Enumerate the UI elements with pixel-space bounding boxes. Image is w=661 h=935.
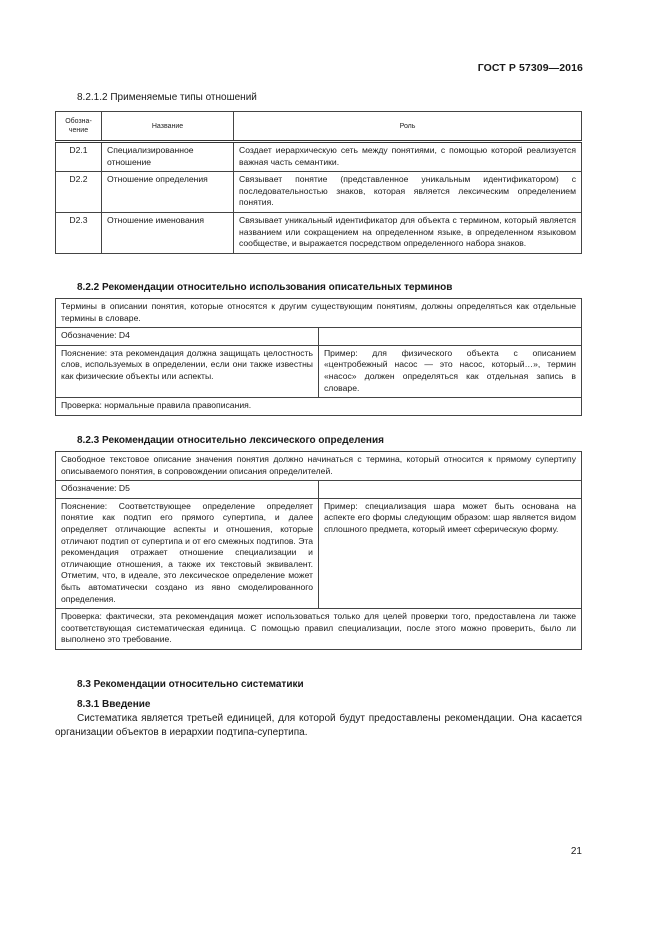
relation-name: Отношение определения: [102, 172, 234, 213]
table-header-row: [56, 112, 582, 142]
section-title-831: 8.3.1 Введение: [77, 699, 151, 710]
relation-role: Связывает понятие (представленное уникальным идентификатором) с последовательностью знаков, которая является лексическим определением понятия.: [234, 172, 582, 213]
section-title-83: 8.3 Рекомендации относительно систематики: [77, 679, 304, 690]
table-row: [56, 172, 582, 213]
relation-code: D2.1: [56, 142, 102, 172]
relation-role: Создает иерархическую сеть между понятиями, с помощью которой реализуется важная часть семантики.: [234, 142, 582, 172]
intro-paragraph: Систематика является третьей единицей, для которой будут предоставлены рекомендации. Она касается организации объектов в иерархии подтипа-супертипа.: [55, 713, 582, 738]
relation-code: D2.2: [56, 172, 102, 213]
recommendation-check: Проверка: фактически, эта рекомендация может использоваться только для целей проверки того, предоставлена ли также соответствующая систематическая единица. С помощью правил специализации, после этого можно проверить, было ли выполнено это требование.: [56, 609, 582, 650]
recommendation-d4-table: [55, 298, 582, 416]
relation-code: D2.3: [56, 212, 102, 253]
relation-name: Отношение именования: [102, 212, 234, 253]
designation-empty-cell: [319, 328, 582, 346]
column-header-role: Роль: [234, 112, 582, 142]
recommendation-check: Проверка: нормальные правила правописания.: [56, 398, 582, 416]
recommendation-example: Пример: специализация шара может быть основана на аспекте его формы следующим образом: шар является видом сплошного предмета, который имеет сферическую форму.: [319, 498, 582, 608]
recommendation-designation: Обозначение: D5: [56, 481, 319, 499]
relation-role: Связывает уникальный идентификатор для объекта с термином, который является названием или сокращением на определенном языке, в определенном языковом сообществе, и выражается посредством определенного набора знаков.: [234, 212, 582, 253]
column-header-code: Обозна- чение: [56, 112, 102, 142]
relations-table: [55, 111, 582, 254]
section-title-822: 8.2.2 Рекомендации относительно использования описательных терминов: [77, 282, 453, 293]
relation-name: Специализированное отношение: [102, 142, 234, 172]
recommendation-example: Пример: для физического объекта с описанием «центробежный насос — это насос, который…», термин «насос» должен определяться как отдельная запись в словаре.: [319, 345, 582, 397]
designation-empty-cell: [319, 481, 582, 499]
recommendation-designation: Обозначение: D4: [56, 328, 319, 346]
recommendation-d5-table: [55, 451, 582, 650]
recommendation-statement: Свободное текстовое описание значения понятия должно начинаться с термина, который относится к прямому супертипу описываемого понятия, в сопровождении описания определителей.: [56, 452, 582, 481]
recommendation-explanation: Пояснение: Соответствующее определение определяет понятие как подтип его прямого супертипа, и далее определяет отличающие аспекты и отношения, которые отличают подтип от супертипа и от его смежных подтипов. Эта рекомендация отражает отношение специализации и отличающие отношения, а также их текстовый эквивалент. Отметим, что, в идеале, это лексическое определение может быть автоматически создано из явно смоделированного определения.: [56, 498, 319, 608]
recommendation-statement: Термины в описании понятия, которые относятся к другим существующим понятиям, должны определяться как отдельные термины в словаре.: [56, 299, 582, 328]
recommendation-explanation: Пояснение: эта рекомендация должна защищать целостность слов, используемых в определении, если они также известны как физические объекты или аспекты.: [56, 345, 319, 397]
document-id: ГОСТ Р 57309—2016: [477, 62, 583, 74]
section-title-8212: 8.2.1.2 Применяемые типы отношений: [77, 92, 257, 103]
column-header-name: Название: [102, 112, 234, 142]
table-row: [56, 212, 582, 253]
page-number: 21: [570, 846, 582, 857]
section-title-823: 8.2.3 Рекомендации относительно лексического определения: [77, 435, 384, 446]
table-row: [56, 142, 582, 172]
